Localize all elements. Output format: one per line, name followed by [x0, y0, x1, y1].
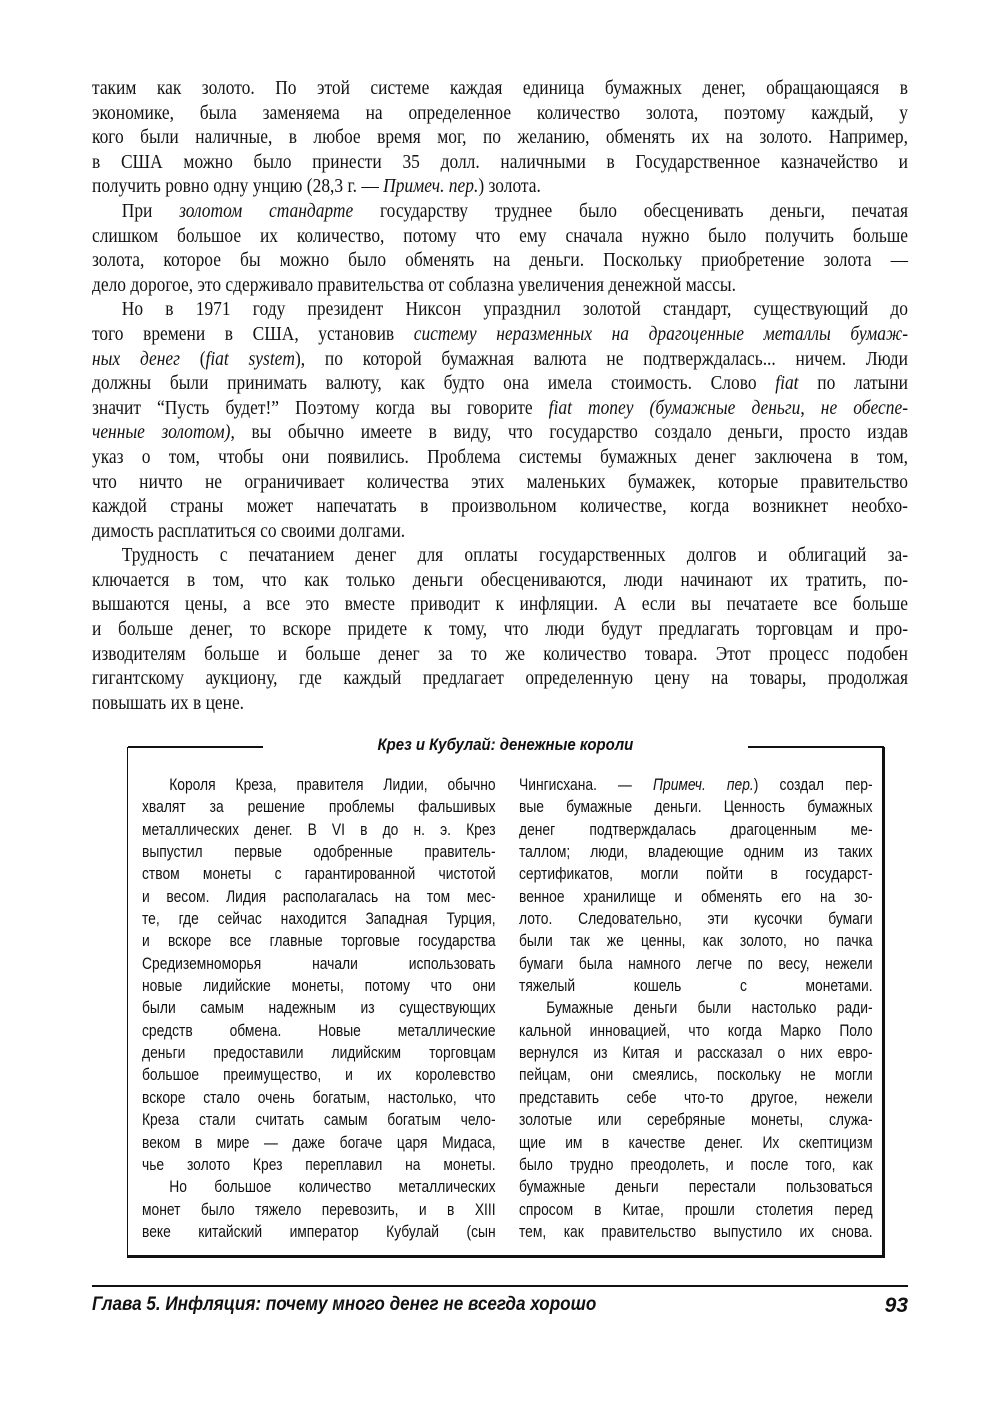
italic-text: ченные золотом): [92, 421, 231, 444]
text-segment: венное хранилище и обменять его на зо-: [519, 887, 873, 906]
text-segment: Креза стали считать самым богатым чело-: [142, 1111, 496, 1130]
text-segment: кого были наличные, в любое время мог, по желанию, обменять их на золото. Например,: [92, 126, 908, 149]
italic-text: Примеч. пер.: [383, 175, 479, 198]
text-segment: Короля Креза, правителя Лидии, обычно: [169, 776, 496, 794]
text-segment: ), по которой бумажная валюта не подтверждалась... ничем. Люди: [294, 347, 909, 370]
text-segment: кальной инновацией, что когда Марко Поло: [519, 1021, 873, 1040]
text-line: [92, 174, 908, 199]
text-line: [519, 1199, 873, 1221]
text-segment: денег подтверждалась драгоценным ме-: [519, 820, 873, 839]
text-segment: тяжелый кошель с монетами.: [519, 977, 873, 996]
text-segment: новые лидийские монеты, потому что они: [142, 977, 496, 996]
text-segment: что ничто не ограничивает количества этих маленьких бумажек, которые правительство: [92, 470, 908, 493]
text-segment: большое преимущество, и их королевство: [142, 1066, 496, 1085]
text-segment: те, где сейчас находится Западная Турция,: [142, 910, 496, 929]
text-line: [519, 975, 873, 997]
text-segment: тем, как правительство выпустило их снова.: [519, 1222, 873, 1241]
text-segment: ключается в том, что как только деньги обесцениваются, люди начинают их тратить, по-: [92, 568, 908, 591]
text-segment: веке китайский император Кубулай (сын: [142, 1222, 496, 1241]
text-segment: были так же ценны, как золото, но пачка: [519, 932, 873, 951]
text-line: [142, 1042, 496, 1064]
text-line: [519, 796, 873, 818]
text-segment: золотые или серебряные монеты, служа-: [519, 1111, 873, 1130]
paragraph: [92, 543, 908, 715]
text-line: [92, 494, 908, 519]
italic-text: fiat money (бумажные деньги: [548, 396, 801, 419]
text-segment: изводителям больше и больше денег за то же количество товара. Этот процесс подобен: [92, 642, 908, 665]
text-segment: повышать их в цене.: [92, 691, 245, 714]
text-segment: указ о том, чтобы они появились. Проблема системы бумажных денег заключена в том,: [92, 445, 908, 468]
text-segment: вернулся из Китая и рассказал о них евро-: [519, 1044, 873, 1063]
text-segment: гигантскому аукциону, где каждый предлагает определенную цену на товары, продолжая: [92, 667, 908, 690]
text-segment: получить ровно одну унцию (28,3 г. —: [92, 175, 384, 198]
italic-text: систему неразменных на драгоценные металлы бумаж-: [413, 322, 908, 345]
text-segment: ) золота.: [478, 175, 541, 198]
footer-rule: [92, 1285, 908, 1287]
text-segment: димость расплатиться со своими долгами.: [92, 519, 406, 542]
text-segment: вые бумажные деньги. Ценность бумажных: [519, 798, 873, 817]
text-segment: ством монеты с гарантированной чистотой: [142, 865, 496, 884]
text-line: [519, 1176, 873, 1198]
paragraph: [142, 774, 496, 1176]
text-segment: Но в 1971 году президент Никсон упразднил золотой стандарт, существующий до: [121, 298, 908, 321]
text-line: [142, 908, 496, 930]
text-segment: монет было тяжело перевозить, и в XIII: [142, 1200, 496, 1219]
italic-text: ных денег: [92, 347, 180, 370]
italic-text: Примеч. пер.: [652, 776, 754, 794]
text-segment: (: [179, 347, 206, 370]
text-segment: значит “Пусть будет!” Поэтому когда вы говорите: [92, 396, 549, 419]
sidebar-column-left: [142, 774, 496, 1243]
text-line: [92, 691, 908, 716]
text-segment: бумаги была намного легче по весу, нежели: [519, 954, 873, 973]
text-line: [519, 997, 873, 1019]
text-line: [142, 886, 496, 908]
text-segment: того времени в США, установив: [92, 322, 414, 345]
paragraph: [92, 76, 908, 199]
sidebar-title: [128, 735, 882, 755]
text-line: [519, 1064, 873, 1086]
text-segment: бумажные деньги перестали пользоваться: [519, 1178, 873, 1197]
text-line: [519, 1132, 873, 1154]
text-line: [519, 819, 873, 841]
text-line: [519, 1020, 873, 1042]
text-segment: спросом в Китае, прошли столетия перед: [519, 1200, 873, 1219]
text-line: [142, 863, 496, 885]
text-line: [519, 908, 873, 930]
text-segment: Бумажные деньги были настолько ради-: [546, 999, 873, 1018]
text-line: [92, 666, 908, 691]
text-segment: таким как золото. По этой системе каждая единица бумажных денег, обращающаяся в: [92, 77, 908, 99]
page-number: 93: [884, 1294, 908, 1317]
sidebar-column-right: [519, 774, 873, 1243]
text-segment: , вы обычно имеете в виду, что государство создало деньги, просто издав: [230, 421, 909, 444]
paragraph: [92, 199, 908, 297]
text-line: [92, 76, 908, 101]
text-line: [142, 774, 496, 796]
sidebar-box: [127, 735, 885, 1258]
text-line: [92, 150, 908, 175]
text-line: [519, 1087, 873, 1109]
text-line: [92, 543, 908, 568]
text-line: [92, 642, 908, 667]
text-line: [142, 953, 496, 975]
text-segment: выпустил первые одобренные правитель-: [142, 843, 496, 862]
text-line: [92, 125, 908, 150]
text-segment: Трудность с печатанием денег для оплаты государственных долгов и облигаций за-: [121, 544, 908, 567]
text-line: [92, 470, 908, 495]
text-segment: Средиземноморья начали использовать: [142, 954, 496, 973]
text-line: [92, 297, 908, 322]
page-footer: [92, 1294, 908, 1316]
text-line: [519, 886, 873, 908]
text-segment: по латыни: [798, 372, 908, 395]
text-line: [142, 1176, 496, 1198]
text-segment: золота, которое бы можно было обменять на деньги. Поскольку приобретение золота —: [92, 249, 908, 272]
text-segment: ) создал пер-: [753, 776, 873, 794]
text-line: [142, 1154, 496, 1176]
text-line: [92, 273, 908, 298]
text-line: [92, 248, 908, 273]
text-segment: и вскоре все главные торговые государства: [142, 932, 496, 951]
text-segment: Чингисхана. —: [519, 776, 653, 794]
text-line: [142, 1087, 496, 1109]
italic-text: fiat system: [205, 347, 295, 370]
text-segment: таллом; люди, владеющие одним из таких: [519, 843, 873, 862]
text-segment: вышаются цены, а все это вместе приводит к инфляции. А если вы печатаете все больше: [92, 593, 908, 616]
text-segment: слишком большое их количество, потому что ему сначала нужно было получить больше: [92, 224, 908, 247]
text-line: [142, 1132, 496, 1154]
text-line: [92, 347, 908, 372]
text-segment: лото. Следовательно, эти кусочки бумаги: [519, 910, 873, 929]
sidebar-title-text: Крез и Кубулай: денежные короли: [377, 735, 633, 754]
main-text: [92, 76, 908, 715]
text-line: [142, 1109, 496, 1131]
text-line: [519, 1109, 873, 1131]
text-segment: в США можно было принести 35 долл. наличными в Государственное казначейство и: [92, 150, 908, 173]
text-line: [92, 396, 908, 421]
text-segment: щие им в качестве денег. Их скептицизм: [519, 1133, 873, 1152]
text-line: [142, 997, 496, 1019]
text-segment: хвалят за решение проблемы фальшивых: [142, 798, 496, 817]
text-line: [142, 1020, 496, 1042]
text-line: [92, 101, 908, 126]
chapter-title: Глава 5. Инфляция: почему много денег не всегда хорошо: [92, 1294, 597, 1315]
text-segment: При: [121, 199, 180, 222]
text-line: [519, 1221, 873, 1243]
text-line: [92, 617, 908, 642]
text-line: [92, 592, 908, 617]
text-line: [142, 975, 496, 997]
text-line: [142, 796, 496, 818]
text-segment: средств обмена. Новые металлические: [142, 1021, 496, 1040]
italic-text: fiat: [775, 372, 799, 395]
italic-text: золотом стандарте: [179, 199, 354, 222]
paragraph: [519, 774, 873, 997]
text-line: [519, 953, 873, 975]
text-segment: металлических денег. В VI в до н. э. Крез: [142, 820, 496, 839]
text-segment: было трудно преодолеть, и после того, как: [519, 1155, 873, 1174]
text-segment: государству труднее было обесценивать деньги, печатая: [353, 199, 908, 222]
text-line: [92, 445, 908, 470]
text-line: [142, 1064, 496, 1086]
text-segment: представить себе что-то другое, нежели: [519, 1088, 873, 1107]
text-line: [519, 841, 873, 863]
text-segment: дело дорогое, это сдерживало правительства от соблазна увеличения денежной массы.: [92, 273, 736, 296]
text-segment: вскоре стало очень богатым, настолько, что: [142, 1088, 496, 1107]
text-line: [519, 1154, 873, 1176]
text-segment: Но большое количество металлических: [169, 1178, 496, 1197]
text-segment: каждой страны может напечатать в произвольном количестве, когда возникнет необхо-: [92, 495, 908, 518]
text-line: [92, 322, 908, 347]
text-line: [142, 1221, 496, 1243]
text-line: [92, 519, 908, 544]
text-segment: и больше денег, то вскоре придете к тому, что люди будут предлагать торговцам и про-: [92, 618, 908, 641]
text-segment: были самым надежным из существующих: [142, 999, 496, 1018]
text-line: [142, 930, 496, 952]
text-segment: веком в мире — даже богаче царя Мидаса,: [142, 1133, 496, 1152]
text-segment: ,: [800, 396, 821, 419]
text-line: [519, 863, 873, 885]
text-line: [92, 420, 908, 445]
text-line: [142, 1199, 496, 1221]
text-segment: должны были принимать валюту, как будто она имела стоимость. Слово: [92, 372, 776, 395]
text-segment: пейцам, они смеялись, поскольку не могли: [519, 1066, 873, 1085]
paragraph: [142, 1176, 496, 1243]
text-segment: сертификатов, могли пойти в государст-: [519, 865, 873, 884]
paragraph: [519, 997, 873, 1243]
text-line: [92, 199, 908, 224]
italic-text: не обеспе-: [820, 396, 909, 419]
text-line: [519, 1042, 873, 1064]
text-line: [92, 224, 908, 249]
text-segment: и весом. Лидия располагалась на том мес-: [142, 887, 496, 906]
paragraph: [92, 297, 908, 543]
text-line: [142, 819, 496, 841]
text-segment: экономике, была заменяема на определенное количество золота, поэтому каждый, у: [92, 101, 908, 124]
text-line: [92, 568, 908, 593]
text-line: [142, 841, 496, 863]
text-line: [519, 930, 873, 952]
text-line: [519, 774, 873, 796]
text-segment: деньги предоставили лидийским торговцам: [142, 1044, 496, 1063]
text-segment: чье золото Крез переплавил на монеты.: [142, 1155, 496, 1174]
text-line: [92, 371, 908, 396]
